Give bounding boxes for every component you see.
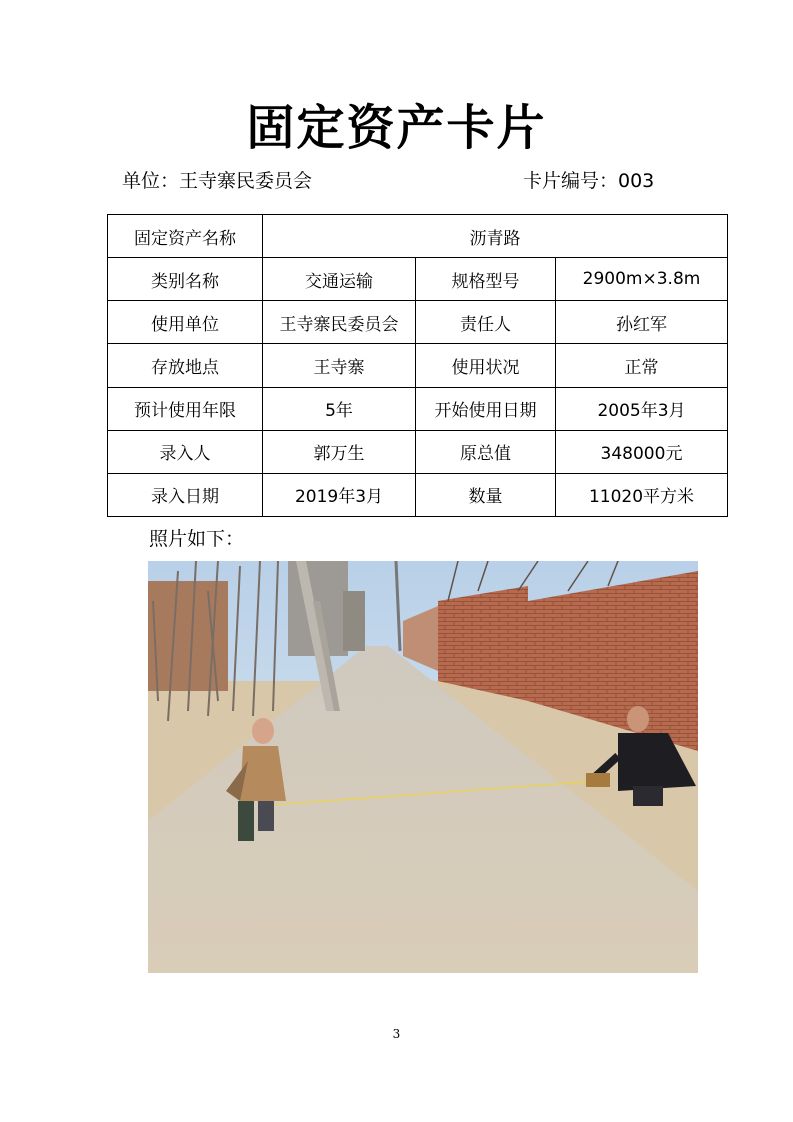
table-row [108,215,728,258]
table-cell: 责任人 [416,301,556,344]
table-cell: 11020平方米 [556,473,728,516]
table-cell: 2019年3月 [263,473,416,516]
table-cell: 类别名称 [108,258,263,301]
photo-caption: 照片如下： [149,528,245,550]
table-cell: 数量 [416,473,556,516]
road-photo [148,561,698,973]
table-cell: 孙红军 [556,301,728,344]
table-cell: 郭万生 [263,430,416,473]
table-row [108,301,728,344]
table-row [108,258,728,301]
table-row [108,430,728,473]
table-row [108,387,728,430]
asset-table [107,214,728,517]
table-row [108,344,728,387]
table-cell: 存放地点 [108,344,263,387]
table-cell: 王寺寨 [263,344,416,387]
table-cell: 原总值 [416,430,556,473]
table-cell: 2900m×3.8m [556,258,728,301]
table-cell: 使用状况 [416,344,556,387]
table-cell: 348000元 [556,430,728,473]
table-cell: 5年 [263,387,416,430]
asset-name-value: 沥青路 [263,215,728,258]
table-cell: 录入人 [108,430,263,473]
table-cell: 2005年3月 [556,387,728,430]
page-number: 3 [392,1027,401,1041]
table-cell: 规格型号 [416,258,556,301]
table-cell: 交通运输 [263,258,416,301]
table-cell: 开始使用日期 [416,387,556,430]
asset-name-label: 固定资产名称 [108,215,263,258]
table-cell: 正常 [556,344,728,387]
table-cell: 王寺寨民委员会 [263,301,416,344]
unit-label: 单位：王寺寨民委员会 [122,170,313,192]
card-number: 卡片编号：003 [523,170,655,192]
table-cell: 录入日期 [108,473,263,516]
table-row [108,473,728,516]
page-title: 固定资产卡片 [246,100,547,156]
table-cell: 使用单位 [108,301,263,344]
table-cell: 预计使用年限 [108,387,263,430]
